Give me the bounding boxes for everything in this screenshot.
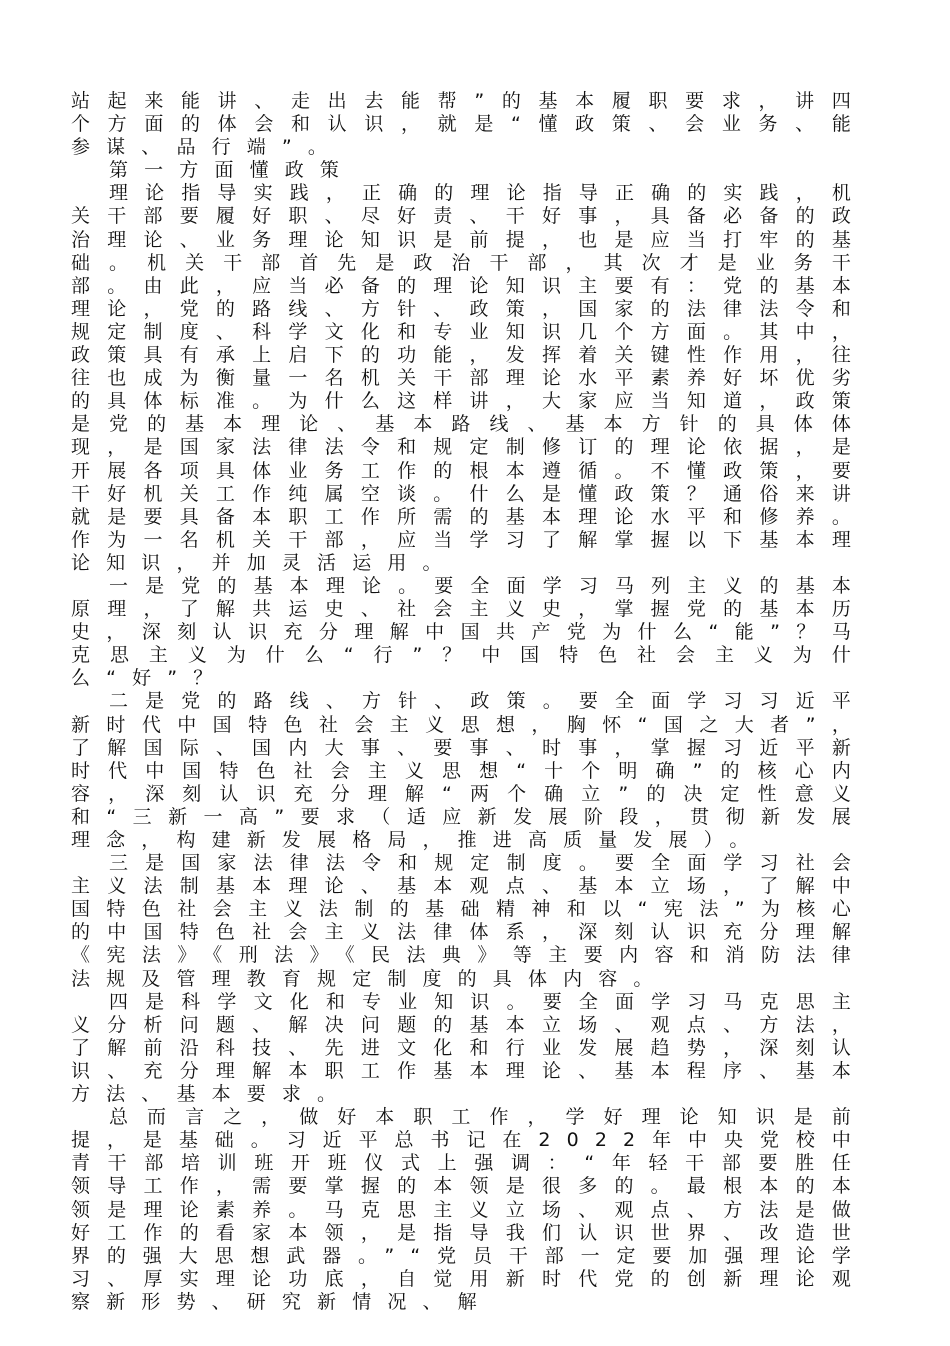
paragraph-conclusion: 总而言之，做好本职工作，学好理论知识是前提，是基础。习近平总书记在2022年中央党校中青干部培训班开班仪式上强调：“年轻干部要胜任领导工作，需要掌握的本领是很多的。最根本的本领是理论素养。马克思主义立场、观点、方法是做好工作的看家本领，是指导我们认识世界、改造世界的强大思想武器。”“党员干部一定要加强理论学习、厚实理论功底，自觉用新时代党的创新理论观察新形势、研究新情况、解 (71, 1106, 867, 1313)
paragraph-continuation: 站起来能讲、走出去能帮”的基本履职要求，讲四个方面的体会和认识，就是“懂政策、会业务、能参谋、品行端”。 (71, 90, 867, 159)
document-page (71, 90, 867, 1314)
paragraph-point-3: 三是国家法律法令和规定制度。要全面学习社会主义法制基本理论、基本观点、基本立场，了解中国特色社会主义法制的基础精神和以“宪法”为核心的中国特色社会主义法律体系，深刻认识充分理解《宪法》《刑法》《民法典》等主要内容和消防法律法规及管理教育规定制度的具体内容。 (71, 852, 867, 990)
paragraph-intro: 理论指导实践，正确的理论指导正确的实践，机关干部要履好职、尽好责、干好事，具备必备的政治理论、业务理论知识是前提，也是应当打牢的基础。机关干部首先是政治干部，其次才是业务干部。由此，应当必备的理论知识主要有：党的基本理论，党的路线、方针、政策，国家的法律法令和规定制度、科学文化和专业知识几个方面。其中，政策具有承上启下的功能，发挥着关键性作用，往往也成为衡量一名机关干部理论水平素养好坏优劣的具体标准。为什么这样讲，大家应当知道，政策是党的基本理论、基本路线、基本方针的具体体现，是国家法律法令和规定制修订的理论依据，是开展各项具体业务工作的根本遵循。不懂政策，要干好机关工作纯属空谈。什么是懂政策？通俗来讲就是要具备本职工作所需的基本理论水平和修养。作为一名机关干部，应当学习了解掌握以下基本理论知识，并加灵活运用。 (71, 182, 867, 574)
paragraph-point-4: 四是科学文化和专业知识。要全面学习马克思主义分析问题、解决问题的基本立场、观点、方法，了解前沿科技、先进文化和行业发展趋势，深刻认识、充分理解本职工作基本理论、基本程序、基本方法、基本要求。 (71, 990, 867, 1106)
section-heading: 第一方面懂政策 (109, 159, 356, 182)
paragraph-point-1: 一是党的基本理论。要全面学习马列主义的基本原理，了解共运史、社会主义史，掌握党的基本历史，深刻认识充分理解中国共产党为什么“能”？马克思主义为什么“行”？中国特色社会主义为什么“好”？ (71, 574, 867, 690)
paragraph-point-2: 二是党的路线、方针、政策。要全面学习习近平新时代中国特色社会主义思想，胸怀“国之大者”，了解国际、国内大事、要事、时事，掌握习近平新时代中国特色社会主义思想“十个明确”的核心内容，深刻认识充分理解“两个确立”的决定性意义和“三新一高”要求（适应新发展阶段，贯彻新发展理念，构建新发展格局，推进高质量发展）。 (71, 690, 867, 851)
